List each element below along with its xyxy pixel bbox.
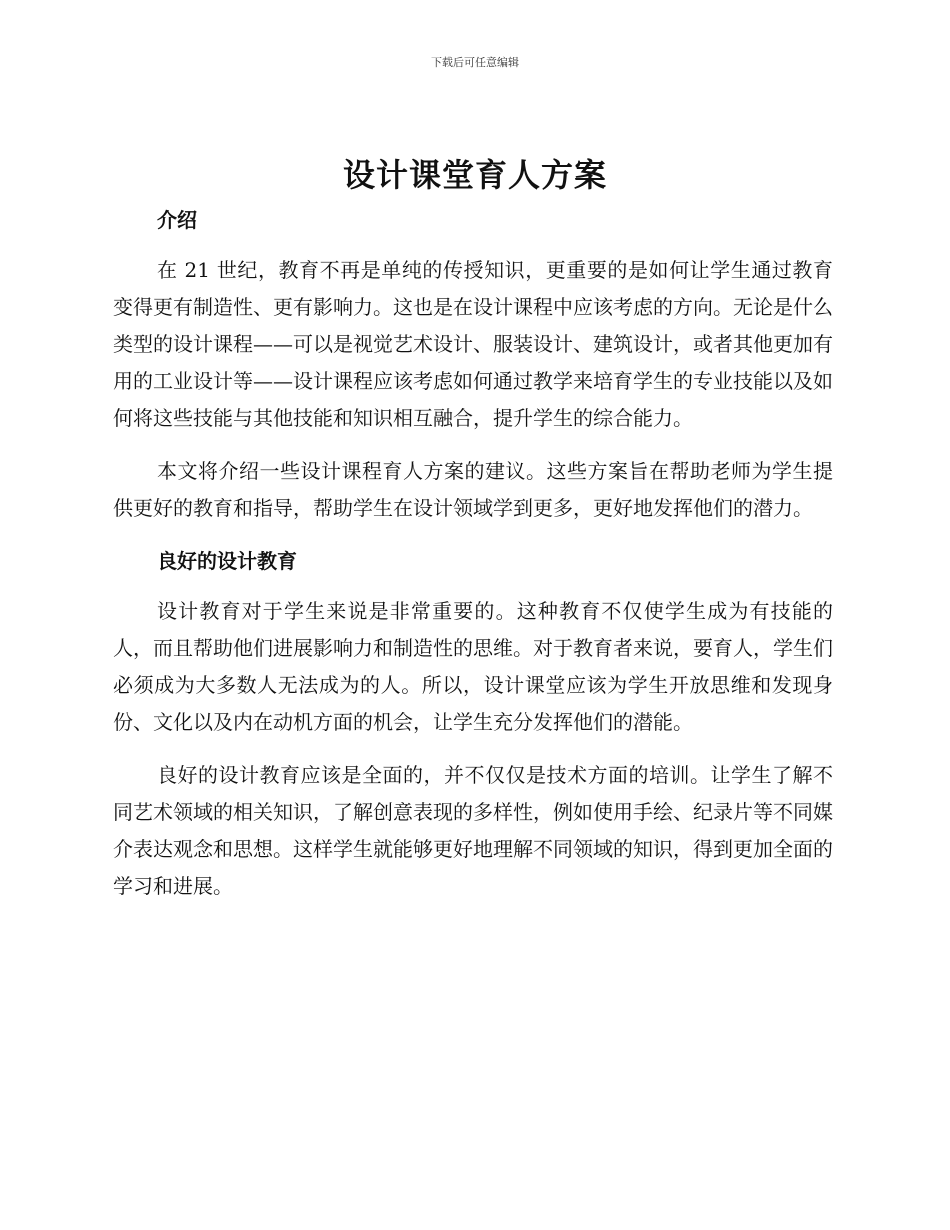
paragraph: 本文将介绍一些设计课程育人方案的建议。这些方案旨在帮助老师为学生提供更好的教育和指导，帮助学生在设计领域学到更多，更好地发挥他们的潜力。 xyxy=(113,459,833,520)
paragraph: 良好的设计教育应该是全面的，并不仅仅是技术方面的培训。让学生了解不同艺术领域的相关知识，了解创意表现的多样性，例如使用手绘、纪录片等不同媒介表达观念和思想。这样学生就能够更好地理解不同领域的知识，得到更加全面的学习和进展。 xyxy=(113,763,833,898)
paragraph: 在 21 世纪，教育不再是单纯的传授知识，更重要的是如何让学生通过教育变得更有制造性、更有影响力。这也是在设计课程中应该考虑的方向。无论是什么类型的设计课程——可以是视觉艺术设计、服装设计、建筑设计，或者其他更加有用的工业设计等——设计课程应该考虑如何通过教学来培育学生的专业技能以及如何将这些技能与其他技能和知识相互融合，提升学生的综合能力。 xyxy=(113,258,833,430)
header-note: 下载后可任意编辑 xyxy=(431,56,519,69)
paragraph: 设计教育对于学生来说是非常重要的。这种教育不仅使学生成为有技能的人，而且帮助他们进展影响力和制造性的思维。对于教育者来说，要育人，学生们必须成为大多数人无法成为的人。所以，设计课堂应该为学生开放思维和发现身份、文化以及内在动机方面的机会，让学生充分发挥他们的潜能。 xyxy=(113,599,833,734)
document-title: 设计课堂育人方案 xyxy=(342,156,607,194)
document-body xyxy=(113,202,833,921)
section-heading-good-design-education: 良好的设计教育 xyxy=(157,549,297,573)
section-heading-intro: 介绍 xyxy=(157,208,197,232)
